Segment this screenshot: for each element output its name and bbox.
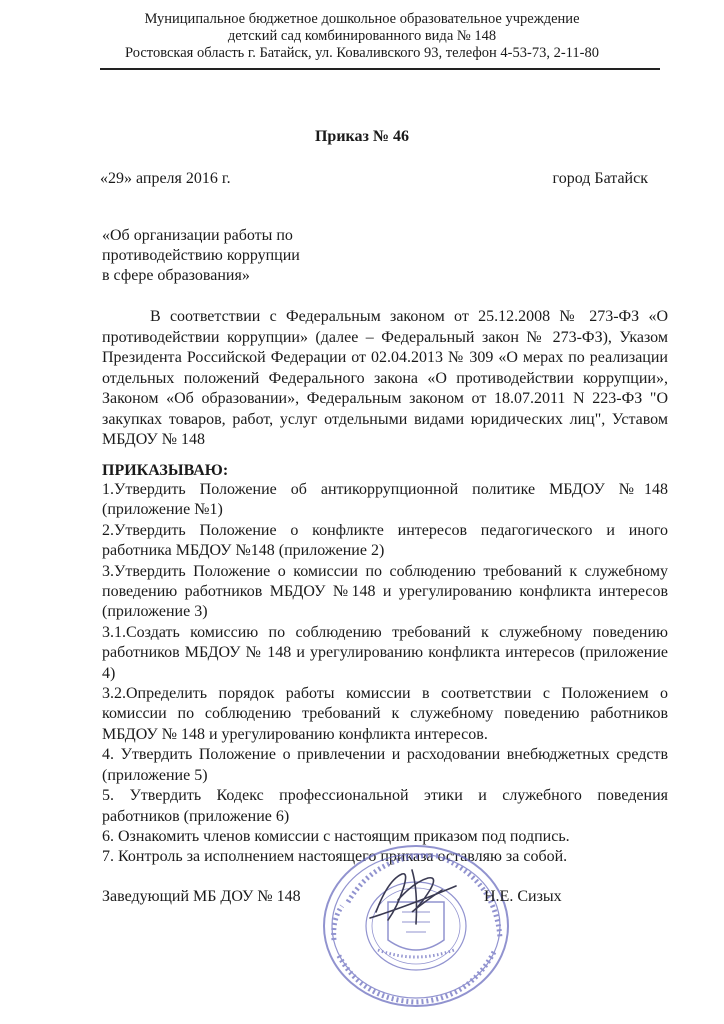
order-item: 6. Ознакомить членов комиссии с настоящим приказом под подпись. — [102, 827, 570, 845]
order-item: 7. Контроль за исполнением настоящего приказа оставляю за собой. — [102, 848, 568, 866]
order-item: 2.Утвердить Положение о конфликте интересов педагогического и иного работника МБДОУ №148 (приложение 2) — [102, 521, 668, 560]
handwritten-signature-icon — [358, 860, 468, 930]
order-item: 3.Утвердить Положение о комиссии по соблюдению требований к служебному поведению работников МБДОУ №148 и урегулированию конфликта интересов (приложение 3) — [102, 562, 668, 621]
order-title: Приказ № 46 — [314, 128, 410, 145]
signatory-role: Заведующий МБ ДОУ № 148 — [102, 888, 301, 905]
order-item: 4. Утвердить Положение о привлечении и расходовании внебюджетных средств (приложение 5) — [102, 746, 668, 784]
letterhead-org-name: Муниципальное бюджетное дошкольное образовательное учреждение — [144, 11, 580, 27]
subject-line: в сфере образования» — [102, 267, 250, 284]
order-date: «29» апреля 2016 г. — [100, 170, 231, 187]
order-item: 3.2.Определить порядок работы комиссии в соответствии с Положением о комиссии по соблюдению требований к служебному поведению работников МБДОУ № 148 и урегулированию конфликта интересов. — [102, 685, 668, 743]
letterhead-address: Ростовская область г. Батайск, ул. Коваливского 93, телефон 4-53-73, 2-11-80 — [125, 45, 599, 61]
subject-line: «Об организации работы по — [102, 227, 293, 244]
letterhead-org-type: детский сад комбинированного вида № 148 — [227, 28, 497, 44]
order-city: город Батайск — [552, 170, 648, 187]
preamble-paragraph: В соответствии с Федеральным законом от 25.12.2008 № 273-ФЗ «О противодействии коррупции» (далее – Федеральный закон № 273-ФЗ), Указом Президента Российской Федерации от 02.04.2013 № 309 «О мерах по реализации отдельных положений Федерального закона «О противодействии коррупции», Законом «Об образовании», Федеральным законом от 18.07.2011 N 223-ФЗ "О закупках товаров, работ, услуг отдельными видами юридических лиц", Уставом МБДОУ № 148 — [102, 308, 668, 448]
order-items-list — [102, 480, 668, 868]
order-item: 1.Утвердить Положение об антикоррупционной политике МБДОУ №148 (приложение №1) — [102, 481, 668, 519]
order-item: 5. Утвердить Кодекс профессиональной этики и служебного поведения работников (приложение 6) — [102, 787, 668, 825]
order-item: 3.1.Создать комиссию по соблюдению требований к служебному поведению работников МБДОУ № 148 и урегулированию конфликта интересов (приложение 4) — [102, 623, 668, 682]
order-subject — [102, 226, 342, 286]
signatory-name: Н.Е. Сизых — [484, 888, 562, 905]
orders-heading: ПРИКАЗЫВАЮ: — [102, 462, 229, 479]
subject-line: противодействию коррупции — [102, 247, 300, 264]
letterhead-divider — [100, 68, 660, 70]
